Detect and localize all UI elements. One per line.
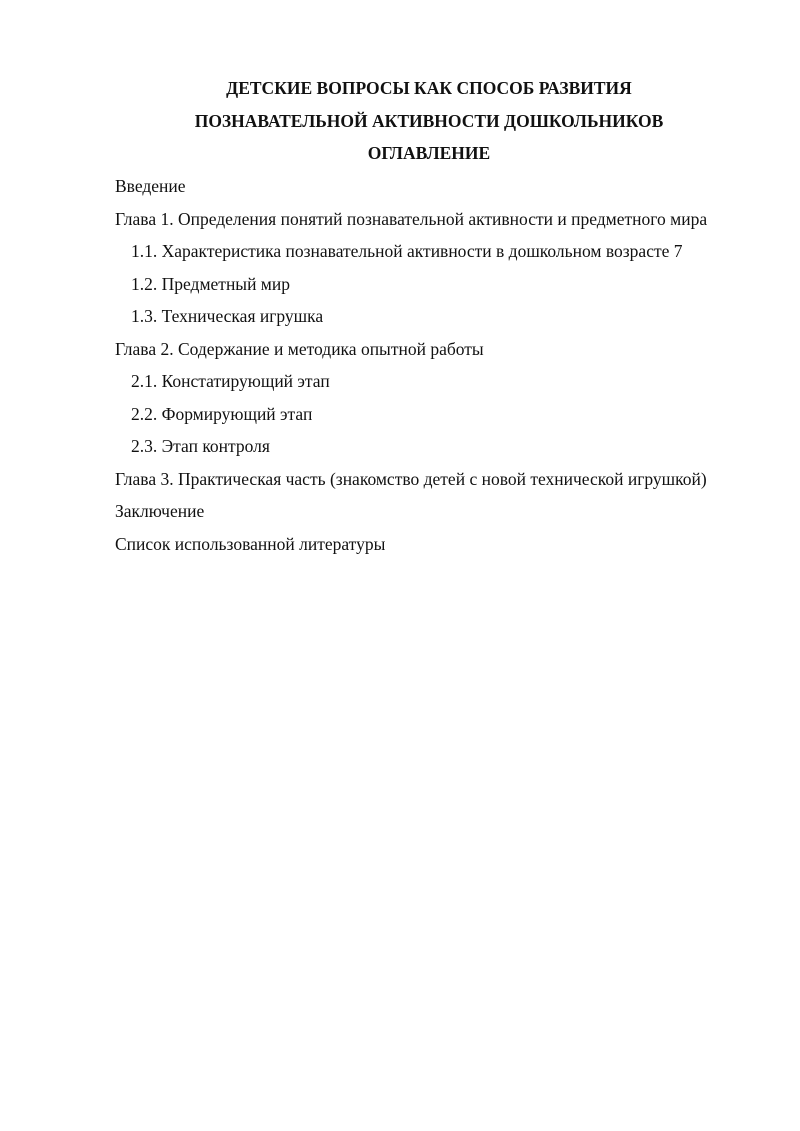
- toc-entry-section-1-2: 1.2. Предметный мир: [131, 273, 290, 294]
- toc-entry-conclusion: Заключение: [115, 501, 205, 521]
- toc-entry-section-1-3: 1.3. Техническая игрушка: [131, 306, 324, 326]
- toc-entry-section-2-2: 2.2. Формирующий этап: [131, 403, 313, 424]
- toc-entry-introduction: Введение: [115, 176, 186, 196]
- toc-entry-chapter-1: Глава 1. Определения понятий познавательной активности и предметного мира: [115, 208, 708, 229]
- document-title-line-2: ПОЗНАВАТЕЛЬНОЙ АКТИВНОСТИ ДОШКОЛЬНИКОВ: [194, 110, 664, 131]
- toc-entry-section-1-1: 1.1. Характеристика познавательной активности в дошкольном возрасте 7: [131, 241, 683, 261]
- toc-entry-chapter-2: Глава 2. Содержание и методика опытной работы: [115, 338, 484, 359]
- toc-heading: ОГЛАВЛЕНИЕ: [367, 143, 491, 163]
- toc-entry-bibliography: Список использованной литературы: [115, 533, 386, 554]
- toc-entry-section-2-1: 2.1. Констатирующий этап: [131, 371, 330, 391]
- toc-entry-chapter-3: Глава 3. Практическая часть (знакомство детей с новой технической игрушкой): [115, 468, 707, 489]
- table-of-contents: [115, 170, 743, 560]
- toc-entry-section-2-3: 2.3. Этап контроля: [131, 436, 270, 456]
- document-title-block: [115, 72, 743, 170]
- document-title-line-1: ДЕТСКИЕ ВОПРОСЫ КАК СПОСОБ РАЗВИТИЯ: [226, 78, 632, 98]
